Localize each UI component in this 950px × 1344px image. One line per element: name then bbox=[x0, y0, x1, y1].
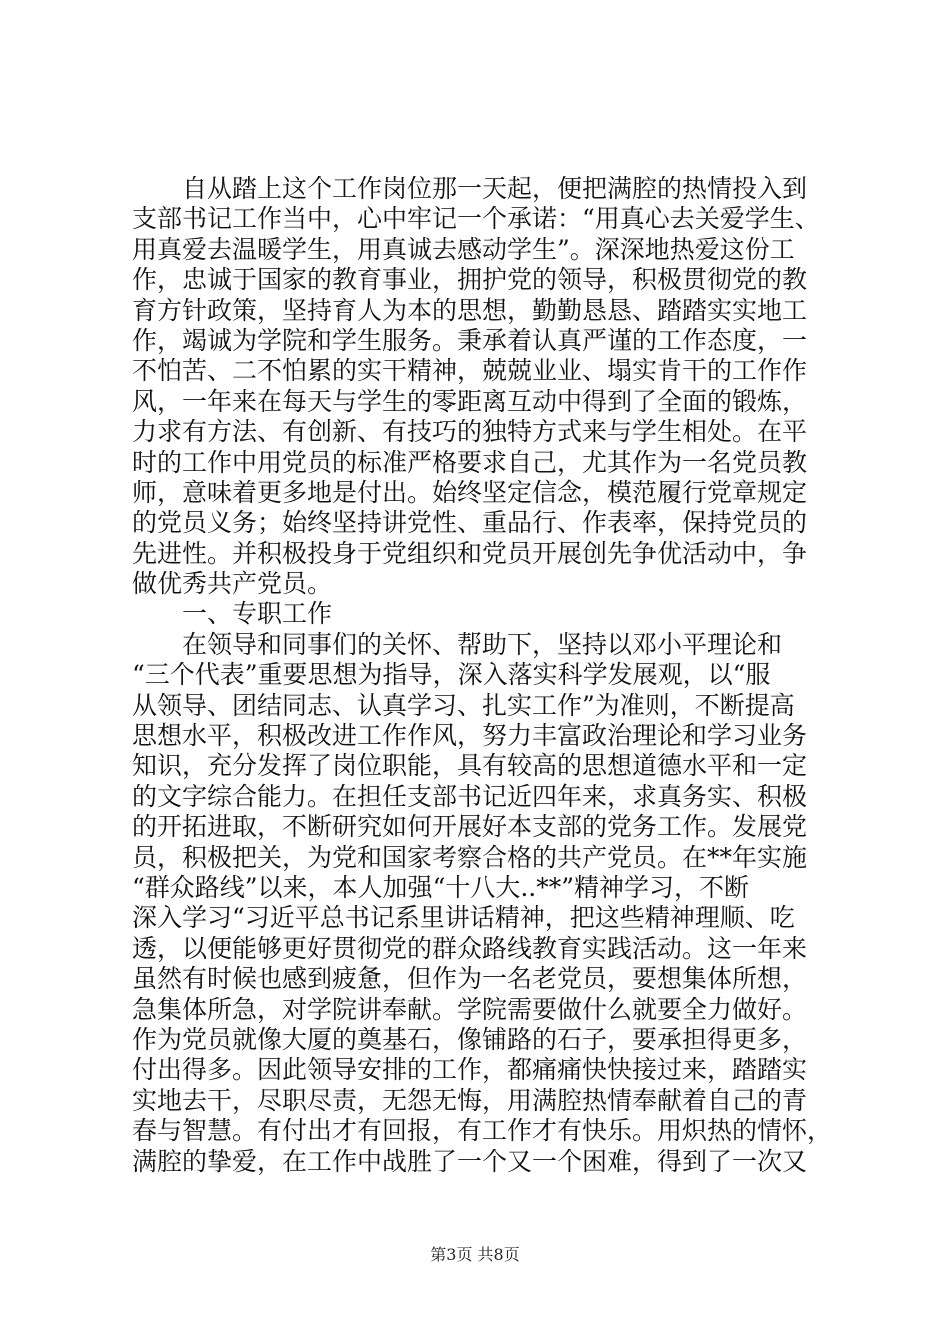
paragraph-2-line: 实地去干，尽职尽责，无怨无悔，用满腔热情奉献着自己的青 bbox=[132, 1085, 808, 1115]
paragraph-2-line: 付出得多。因此领导安排的工作，都痛痛快快接过来，踏踏实 bbox=[132, 1055, 808, 1085]
paragraph-1-line: 不怕苦、二不怕累的实干精神，兢兢业业、塌实肯干的工作作 bbox=[132, 356, 808, 386]
paragraph-1-line: 力求有方法、有创新、有技巧的独特方式来与学生相处。在平 bbox=[132, 417, 808, 447]
paragraph-2-line: “群众路线”以来，本人加强“十八大..**”精神学习，不断 bbox=[132, 872, 750, 902]
body-text bbox=[132, 174, 832, 1177]
paragraph-2-line: 知识，充分发挥了岗位职能，具有较高的思想道德水平和一定 bbox=[132, 751, 808, 781]
paragraph-2-line: 思想水平，积极改进工作作风，努力丰富政治理论和学习业务 bbox=[132, 721, 808, 751]
paragraph-1-line: 做优秀共产党员。 bbox=[132, 569, 333, 599]
paragraph-1-line: 先进性。并积极投身于党组织和党员开展创先争优活动中，争 bbox=[132, 538, 808, 568]
paragraph-1-line: 时的工作中用党员的标准严格要求自己，尤其作为一名党员教 bbox=[132, 447, 808, 477]
page-number-footer: 第3页 共8页 bbox=[430, 1245, 520, 1264]
paragraph-2-line: 作为党员就像大厦的奠基石，像铺路的石子，要承担得更多， bbox=[132, 1024, 808, 1054]
paragraph-2-line: 透，以便能够更好贯彻党的群众路线教育实践活动。这一年来 bbox=[132, 933, 808, 963]
paragraph-1-line: 作，竭诚为学院和学生服务。秉承着认真严谨的工作态度，一 bbox=[132, 325, 808, 355]
paragraph-1-line: 用真爱去温暖学生，用真诚去感动学生”。深深地热爱这份工 bbox=[132, 234, 795, 264]
paragraph-1-line: 支部书记工作当中，心中牢记一个承诺：“用真心去关爱学生、 bbox=[132, 204, 820, 234]
paragraph-2-line: 满腔的挚爱，在工作中战胜了一个又一个困难，得到了一次又 bbox=[132, 1146, 808, 1176]
paragraph-2-line: “三个代表”重要思想为指导，深入落实科学发展观，以“服 bbox=[132, 660, 771, 690]
paragraph-1-line: 风，一年来在每天与学生的零距离互动中得到了全面的锻炼， bbox=[132, 386, 808, 416]
paragraph-1-line: 作，忠诚于国家的教育事业，拥护党的领导，积极贯彻党的教 bbox=[132, 265, 808, 295]
paragraph-2-line: 急集体所急，对学院讲奉献。学院需要做什么就要全力做好。 bbox=[132, 994, 808, 1024]
paragraph-2-line: 在领导和同事们的关怀、帮助下，坚持以邓小平理论和 bbox=[182, 629, 783, 659]
paragraph-1-line: 自从踏上这个工作岗位那一天起，便把满腔的热情投入到 bbox=[182, 174, 808, 203]
paragraph-2-line: 春与智慧。有付出才有回报，有工作才有快乐。用炽热的情怀， bbox=[132, 1116, 833, 1146]
section-heading: 一、专职工作 bbox=[182, 599, 333, 629]
paragraph-1-line: 育方针政策，坚持育人为本的思想，勤勤恳恳、踏踏实实地工 bbox=[132, 295, 808, 325]
paragraph-2-line: 从领导、团结同志、认真学习、扎实工作”为准则，不断提高 bbox=[132, 690, 795, 720]
paragraph-2-line: 深入学习“习近平总书记系里讲话精神，把这些精神理顺、吃 bbox=[132, 903, 795, 933]
paragraph-1-line: 的党员义务；始终坚持讲党性、重品行、作表率，保持党员的 bbox=[132, 508, 808, 538]
paragraph-2-line: 的文字综合能力。在担任支部书记近四年来，求真务实、积极 bbox=[132, 781, 808, 811]
paragraph-2-line: 的开拓进取，不断研究如何开展好本支部的党务工作。发展党 bbox=[132, 812, 808, 842]
paragraph-2-line: 虽然有时候也感到疲惫，但作为一名老党员，要想集体所想， bbox=[132, 964, 808, 994]
paragraph-1-line: 师，意味着更多地是付出。始终坚定信念，模范履行党章规定 bbox=[132, 477, 808, 507]
paragraph-2-line: 员，积极把关，为党和国家考察合格的共产党员。在**年实施 bbox=[132, 842, 808, 872]
